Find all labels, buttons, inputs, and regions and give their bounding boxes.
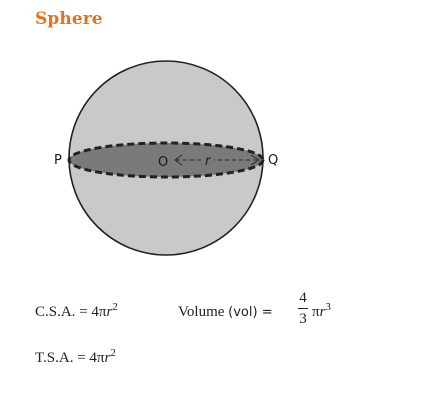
volume-numerator: 4 bbox=[299, 290, 307, 306]
tsa-formula bbox=[35, 347, 116, 367]
fraction-bar bbox=[298, 308, 308, 309]
csa-formula bbox=[35, 301, 118, 321]
point-q-label: Q bbox=[268, 153, 279, 168]
volume-exp: 3 bbox=[325, 301, 331, 313]
radius-label: r bbox=[205, 154, 211, 169]
tsa-exp: 2 bbox=[110, 347, 116, 359]
volume-word: Volume bbox=[178, 304, 225, 320]
volume-fraction bbox=[298, 289, 308, 328]
page-title: Sphere bbox=[35, 9, 103, 29]
csa-var: r bbox=[106, 304, 113, 320]
volume-var: r bbox=[319, 304, 326, 320]
tsa-var: r bbox=[104, 350, 111, 366]
volume-tail bbox=[312, 301, 331, 321]
csa-exp: 2 bbox=[112, 301, 118, 313]
center-label: O bbox=[158, 155, 169, 170]
volume-denominator: 3 bbox=[299, 311, 307, 327]
volume-label bbox=[178, 304, 273, 321]
csa-lhs: C.S.A. = 4π bbox=[35, 304, 107, 320]
point-p-label: P bbox=[54, 153, 62, 168]
tsa-lhs: T.S.A. = 4π bbox=[35, 350, 105, 366]
volume-abbr: (vol) = bbox=[228, 305, 273, 320]
volume-pi: π bbox=[312, 304, 320, 320]
